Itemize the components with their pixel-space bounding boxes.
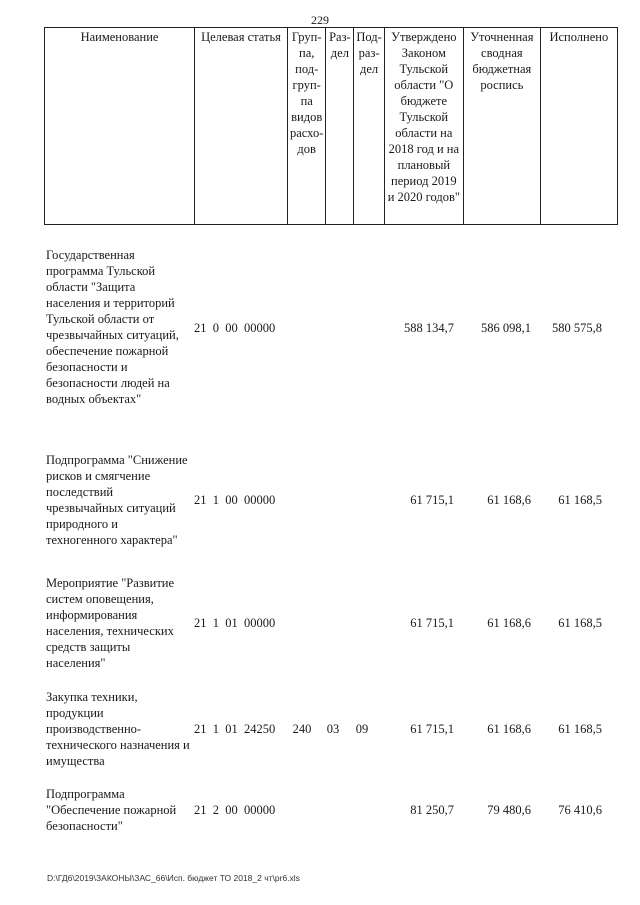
header-refined: Уточненная сводная бюджетная роспись (463, 28, 540, 225)
row-executed: 61 168,5 (558, 493, 602, 507)
row-code: 21 2 00 00000 (194, 803, 276, 817)
page-number: 229 (311, 13, 329, 27)
row-code: 21 0 00 00000 (194, 321, 276, 335)
row-refined: 586 098,1 (481, 321, 531, 335)
header-subsection: Под-раз-дел (354, 28, 384, 225)
row-group: 240 (292, 722, 312, 736)
header-expense-group: Груп-па, под-груп-па видов расхо-дов (288, 28, 326, 225)
row-name: Мероприятие "Развитие систем оповещения, информирования населения, технических средств защиты населения" (46, 576, 175, 670)
row-subsection: 09 (355, 722, 369, 736)
row-section: 03 (326, 722, 340, 736)
header-target-article: Целевая статья (195, 28, 288, 225)
row-approved: 588 134,7 (404, 321, 454, 335)
row-refined: 61 168,6 (487, 722, 531, 736)
row-name: Закупка техники, продукции производственно-технического назначения и имущества (46, 690, 190, 768)
header-executed: Исполнено (540, 28, 617, 225)
row-code: 21 1 00 00000 (194, 493, 276, 507)
row-executed: 61 168,5 (558, 722, 602, 736)
header-approved: Утверждено Законом Тульской области "О бюджете Тульской области на 2018 год и на плановый период 2019 и 2020 годов" (384, 28, 463, 225)
row-refined: 61 168,6 (487, 493, 531, 507)
row-approved: 61 715,1 (410, 722, 454, 736)
row-code: 21 1 01 00000 (194, 616, 276, 630)
header-name: Наименование (45, 28, 195, 225)
row-executed: 76 410,6 (558, 803, 602, 817)
row-name: Государственная программа Тульской области "Защита населения и территорий Тульской области от чрезвычайных ситуаций, обеспечение пожарной безопасности и безопасности людей на водных объектах" (46, 248, 179, 406)
header-section: Раз-дел (326, 28, 354, 225)
row-code: 21 1 01 24250 (194, 722, 276, 736)
footer-file-path: D:\ГД6\2019\ЗАКОНЫ\ЗАС_66\Исп. бюджет ТО 2018_2 чт\pr6.xls (47, 873, 300, 883)
row-refined: 61 168,6 (487, 616, 531, 630)
row-executed: 580 575,8 (552, 321, 602, 335)
row-approved: 81 250,7 (410, 803, 454, 817)
row-approved: 61 715,1 (410, 493, 454, 507)
row-executed: 61 168,5 (558, 616, 602, 630)
table-header (44, 27, 618, 225)
row-refined: 79 480,6 (487, 803, 531, 817)
row-approved: 61 715,1 (410, 616, 454, 630)
row-name: Подпрограмма "Снижение рисков и смягчение последствий чрезвычайных ситуаций природного и техногенного характера" (46, 453, 188, 547)
row-name: Подпрограмма "Обеспечение пожарной безопасности" (46, 787, 177, 833)
